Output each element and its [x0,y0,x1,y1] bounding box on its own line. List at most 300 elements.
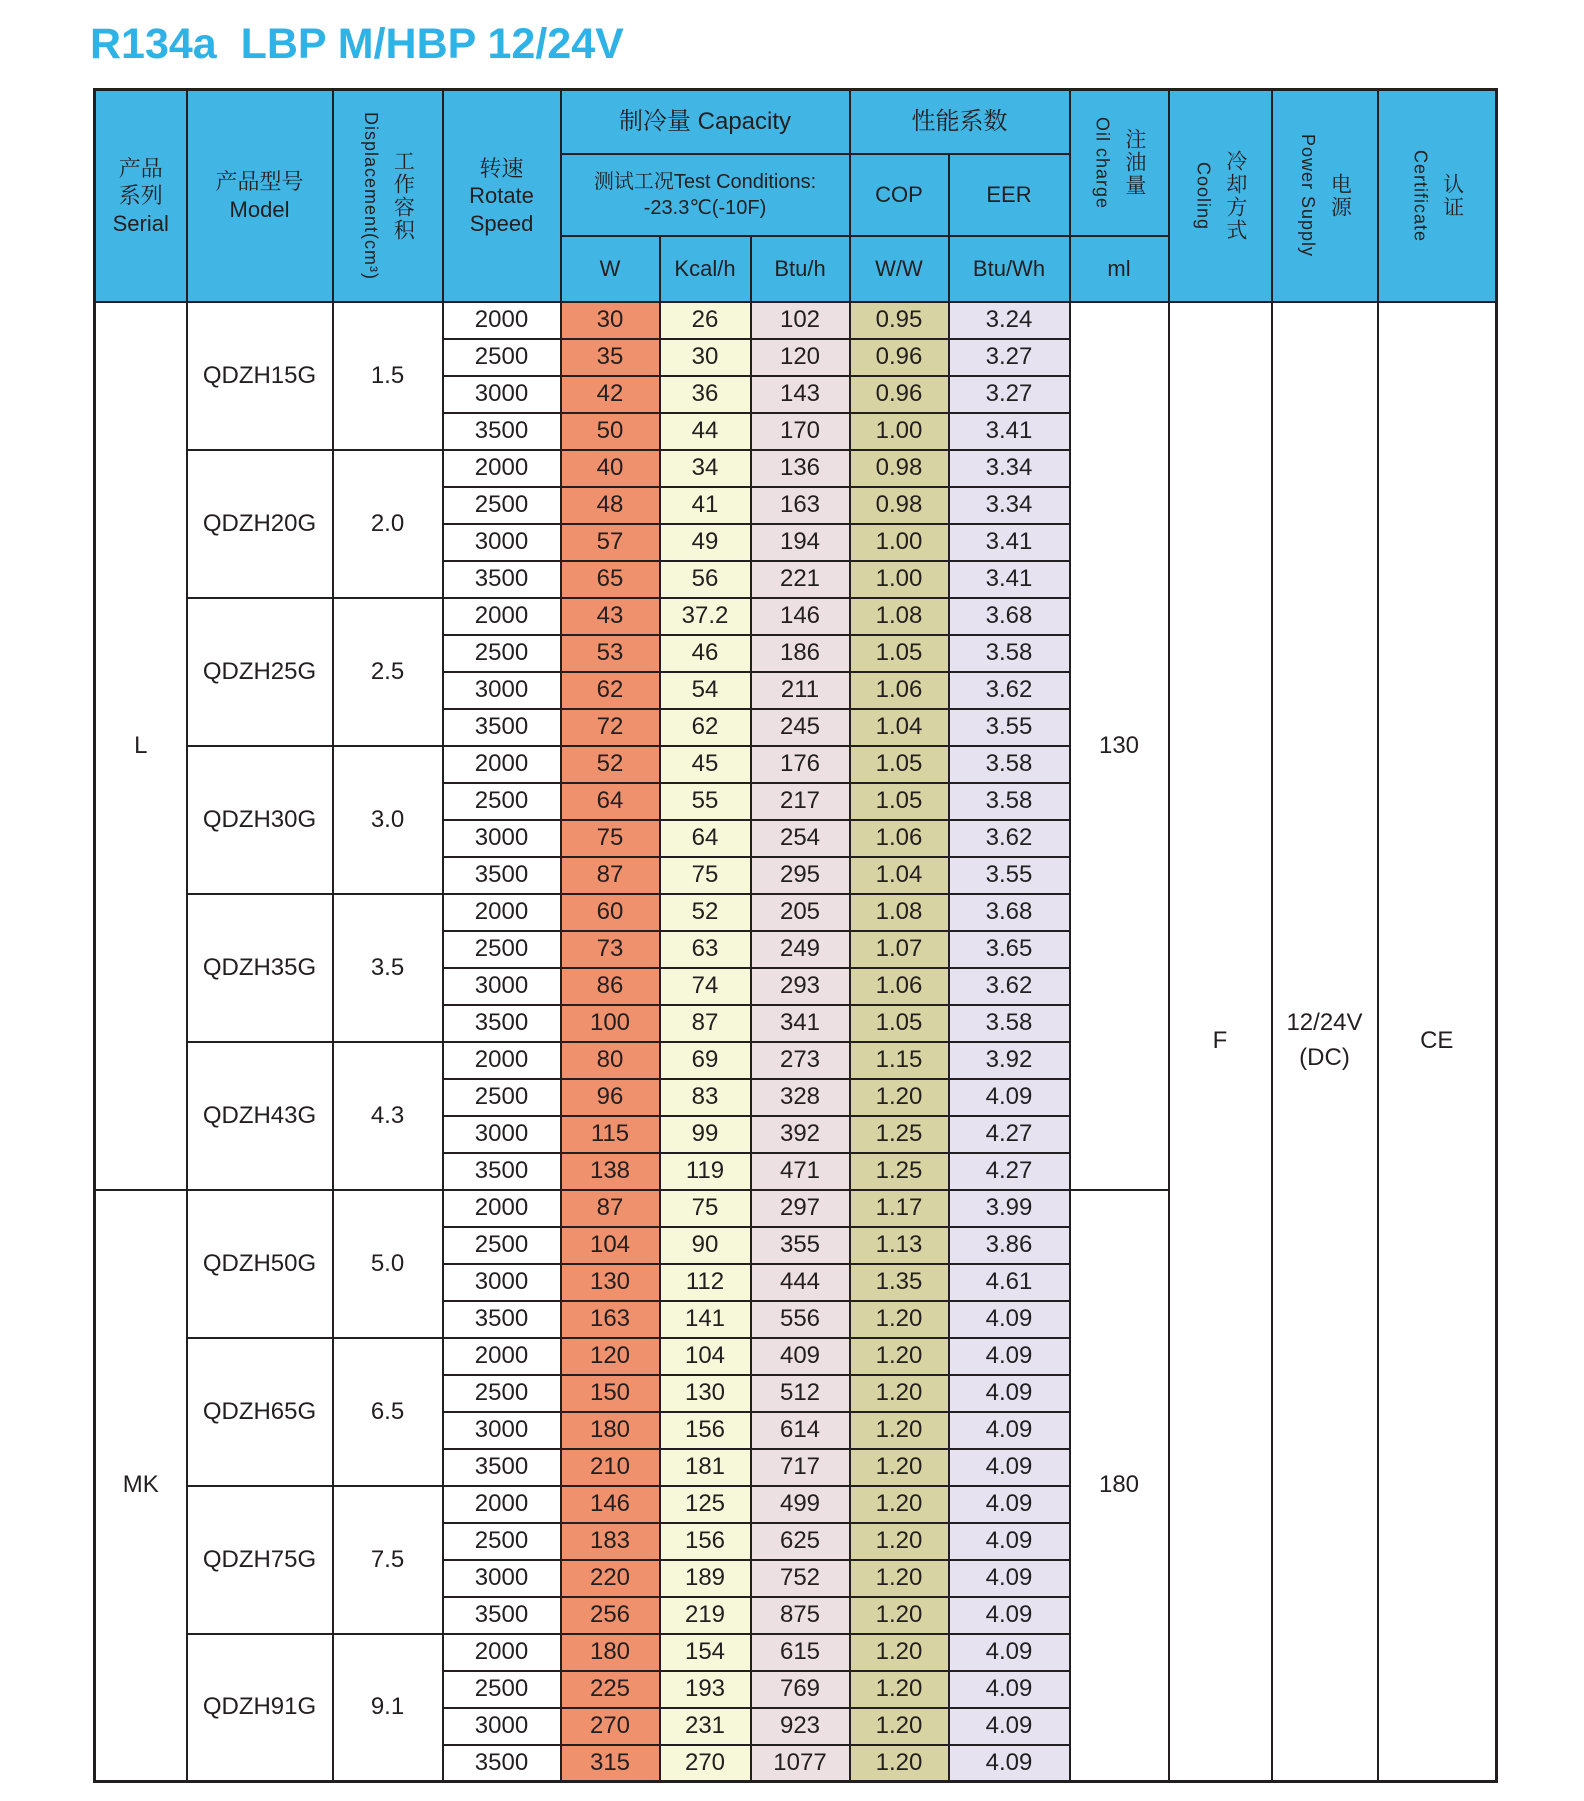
displacement-cell: 5.0 [333,1190,443,1338]
capacity-w-cell: 150 [561,1375,660,1412]
capacity-kcal-cell: 49 [660,524,751,561]
speed-cell: 2500 [443,783,561,820]
capacity-btu-cell: 120 [751,339,850,376]
capacity-kcal-cell: 34 [660,450,751,487]
capacity-btu-cell: 170 [751,413,850,450]
capacity-kcal-cell: 154 [660,1634,751,1671]
capacity-kcal-cell: 119 [660,1153,751,1190]
cop-cell: 1.04 [850,857,949,894]
capacity-btu-cell: 205 [751,894,850,931]
cop-cell: 1.20 [850,1708,949,1745]
speed-cell: 3000 [443,968,561,1005]
eer-cell: 3.68 [949,894,1070,931]
header-rotate-speed-zh: 转速 [479,155,524,181]
header-rotate-speed [443,90,561,302]
header-test-conditions-line2: -23.3℃(-10F) [643,196,767,219]
page-title: R134a LBP M/HBP 12/24V [90,20,624,68]
oil-charge-cell: 180 [1070,1190,1169,1782]
capacity-btu-cell: 444 [751,1264,850,1301]
cop-cell: 1.20 [850,1634,949,1671]
capacity-kcal-cell: 193 [660,1671,751,1708]
eer-cell: 4.27 [949,1153,1070,1190]
capacity-kcal-cell: 63 [660,931,751,968]
capacity-w-cell: 225 [561,1671,660,1708]
speed-cell: 2000 [443,1634,561,1671]
speed-cell: 2500 [443,1227,561,1264]
capacity-w-cell: 183 [561,1523,660,1560]
capacity-kcal-cell: 112 [660,1264,751,1301]
eer-cell: 3.24 [949,302,1070,339]
eer-cell: 3.41 [949,413,1070,450]
eer-cell: 4.09 [949,1486,1070,1523]
eer-cell: 3.27 [949,339,1070,376]
cop-cell: 1.05 [850,635,949,672]
cop-cell: 0.96 [850,339,949,376]
cop-cell: 1.06 [850,672,949,709]
spec-table-header [95,90,1497,302]
capacity-kcal-cell: 62 [660,709,751,746]
capacity-w-cell: 270 [561,1708,660,1745]
cop-cell: 1.17 [850,1190,949,1227]
spec-table [93,88,1498,1783]
speed-cell: 3000 [443,524,561,561]
eer-cell: 3.55 [949,857,1070,894]
power-supply-cell [1272,302,1378,1782]
speed-cell: 2000 [443,1338,561,1375]
header-displacement-en: Displacement(cm³) [361,111,382,280]
capacity-w-cell: 146 [561,1486,660,1523]
cop-cell: 0.96 [850,376,949,413]
cop-cell: 1.06 [850,968,949,1005]
capacity-kcal-cell: 74 [660,968,751,1005]
header-oil-charge-zh: 注油量 [1122,128,1146,198]
cop-cell: 1.00 [850,561,949,598]
capacity-btu-cell: 273 [751,1042,850,1079]
capacity-kcal-cell: 75 [660,1190,751,1227]
capacity-btu-cell: 143 [751,376,850,413]
header-performance-group: 性能系数 [850,90,1070,154]
capacity-btu-cell: 245 [751,709,850,746]
cop-cell: 1.20 [850,1745,949,1782]
cooling-cell: F [1169,302,1272,1782]
eer-cell: 4.09 [949,1412,1070,1449]
eer-cell: 4.09 [949,1560,1070,1597]
capacity-kcal-cell: 69 [660,1042,751,1079]
header-rotate-speed-en1: Rotate [469,183,534,208]
header-model [187,90,333,302]
header-power-supply-en: Power Supply [1298,134,1319,258]
speed-cell: 3000 [443,1560,561,1597]
cop-cell: 1.20 [850,1449,949,1486]
capacity-kcal-cell: 141 [660,1301,751,1338]
capacity-w-cell: 256 [561,1597,660,1634]
header-rotate-speed-en2: Speed [469,210,534,236]
header-unit-ml: ml [1070,236,1169,302]
header-unit-btuwh: Btu/Wh [949,236,1070,302]
capacity-btu-cell: 615 [751,1634,850,1671]
model-cell: QDZH91G [187,1634,333,1782]
power-supply-line1: 12/24V [1286,1009,1363,1037]
model-cell: QDZH50G [187,1190,333,1338]
capacity-kcal-cell: 130 [660,1375,751,1412]
capacity-btu-cell: 146 [751,598,850,635]
capacity-w-cell: 80 [561,1042,660,1079]
capacity-w-cell: 73 [561,931,660,968]
header-model-en: Model [229,196,290,222]
speed-cell: 3000 [443,1116,561,1153]
capacity-w-cell: 64 [561,783,660,820]
capacity-btu-cell: 392 [751,1116,850,1153]
model-cell: QDZH15G [187,302,333,450]
capacity-kcal-cell: 156 [660,1523,751,1560]
capacity-kcal-cell: 189 [660,1560,751,1597]
capacity-btu-cell: 875 [751,1597,850,1634]
capacity-kcal-cell: 56 [660,561,751,598]
header-test-conditions [561,154,850,236]
speed-cell: 2000 [443,1042,561,1079]
eer-cell: 3.41 [949,524,1070,561]
speed-cell: 2000 [443,894,561,931]
capacity-btu-cell: 625 [751,1523,850,1560]
capacity-btu-cell: 293 [751,968,850,1005]
eer-cell: 4.61 [949,1264,1070,1301]
capacity-kcal-cell: 270 [660,1745,751,1782]
speed-cell: 2500 [443,487,561,524]
speed-cell: 2000 [443,746,561,783]
capacity-kcal-cell: 54 [660,672,751,709]
displacement-cell: 3.0 [333,746,443,894]
capacity-btu-cell: 186 [751,635,850,672]
speed-cell: 2500 [443,1079,561,1116]
capacity-w-cell: 87 [561,857,660,894]
capacity-btu-cell: 102 [751,302,850,339]
cop-cell: 1.05 [850,1005,949,1042]
eer-cell: 3.62 [949,820,1070,857]
speed-cell: 3500 [443,709,561,746]
cop-cell: 0.95 [850,302,949,339]
capacity-w-cell: 87 [561,1190,660,1227]
eer-cell: 3.55 [949,709,1070,746]
capacity-kcal-cell: 41 [660,487,751,524]
cop-cell: 1.06 [850,820,949,857]
capacity-btu-cell: 471 [751,1153,850,1190]
displacement-cell: 1.5 [333,302,443,450]
header-cooling [1169,90,1272,302]
cop-cell: 1.13 [850,1227,949,1264]
speed-cell: 3500 [443,1301,561,1338]
capacity-w-cell: 315 [561,1745,660,1782]
eer-cell: 3.62 [949,968,1070,1005]
model-cell: QDZH43G [187,1042,333,1190]
eer-cell: 3.92 [949,1042,1070,1079]
capacity-btu-cell: 163 [751,487,850,524]
header-cop: COP [850,154,949,236]
speed-cell: 3500 [443,1153,561,1190]
eer-cell: 4.09 [949,1301,1070,1338]
header-serial-en: Serial [112,210,169,236]
speed-cell: 2000 [443,1190,561,1227]
capacity-btu-cell: 217 [751,783,850,820]
displacement-cell: 2.0 [333,450,443,598]
cop-cell: 1.20 [850,1412,949,1449]
eer-cell: 3.65 [949,931,1070,968]
capacity-w-cell: 100 [561,1005,660,1042]
header-capacity-group [561,90,850,154]
capacity-btu-cell: 499 [751,1486,850,1523]
capacity-btu-cell: 752 [751,1560,850,1597]
capacity-w-cell: 220 [561,1560,660,1597]
header-oil-charge-en: Oil charge [1092,116,1113,209]
eer-cell: 3.58 [949,1005,1070,1042]
speed-cell: 2500 [443,339,561,376]
cop-cell: 1.25 [850,1153,949,1190]
capacity-w-cell: 163 [561,1301,660,1338]
capacity-kcal-cell: 104 [660,1338,751,1375]
eer-cell: 3.62 [949,672,1070,709]
eer-cell: 3.27 [949,376,1070,413]
speed-cell: 2500 [443,1375,561,1412]
header-capacity-group-en: Capacity [697,107,792,135]
header-certificate-zh: 认证 [1440,172,1464,219]
power-supply-line2: (DC) [1299,1044,1350,1072]
header-unit-kcal: Kcal/h [660,236,751,302]
capacity-w-cell: 48 [561,487,660,524]
capacity-w-cell: 210 [561,1449,660,1486]
eer-cell: 4.09 [949,1597,1070,1634]
speed-cell: 2500 [443,1671,561,1708]
speed-cell: 2500 [443,635,561,672]
header-certificate [1378,90,1497,302]
capacity-kcal-cell: 87 [660,1005,751,1042]
model-cell: QDZH65G [187,1338,333,1486]
speed-cell: 2500 [443,1523,561,1560]
spec-row [95,302,1497,339]
cop-cell: 1.20 [850,1560,949,1597]
capacity-w-cell: 62 [561,672,660,709]
cop-cell: 1.15 [850,1042,949,1079]
capacity-kcal-cell: 125 [660,1486,751,1523]
header-unit-w: W [561,236,660,302]
capacity-w-cell: 30 [561,302,660,339]
capacity-w-cell: 53 [561,635,660,672]
displacement-cell: 4.3 [333,1042,443,1190]
cop-cell: 1.08 [850,894,949,931]
header-model-zh: 产品型号 [215,169,304,195]
header-unit-btu: Btu/h [751,236,850,302]
capacity-btu-cell: 409 [751,1338,850,1375]
capacity-w-cell: 115 [561,1116,660,1153]
cop-cell: 1.05 [850,783,949,820]
speed-cell: 3000 [443,1264,561,1301]
header-serial-zh2: 系列 [118,183,163,208]
capacity-btu-cell: 556 [751,1301,850,1338]
speed-cell: 3000 [443,376,561,413]
eer-cell: 3.41 [949,561,1070,598]
capacity-btu-cell: 295 [751,857,850,894]
eer-cell: 3.99 [949,1190,1070,1227]
capacity-w-cell: 104 [561,1227,660,1264]
capacity-btu-cell: 254 [751,820,850,857]
header-power-supply [1272,90,1378,302]
eer-cell: 4.09 [949,1671,1070,1708]
displacement-cell: 7.5 [333,1486,443,1634]
capacity-btu-cell: 512 [751,1375,850,1412]
eer-cell: 3.58 [949,783,1070,820]
cop-cell: 1.00 [850,413,949,450]
capacity-w-cell: 42 [561,376,660,413]
cop-cell: 1.20 [850,1301,949,1338]
model-cell: QDZH35G [187,894,333,1042]
capacity-w-cell: 50 [561,413,660,450]
cop-cell: 1.25 [850,1116,949,1153]
displacement-cell: 2.5 [333,598,443,746]
cop-cell: 1.20 [850,1597,949,1634]
eer-cell: 3.34 [949,450,1070,487]
capacity-btu-cell: 341 [751,1005,850,1042]
capacity-w-cell: 86 [561,968,660,1005]
capacity-btu-cell: 923 [751,1708,850,1745]
serial-cell: L [95,302,187,1190]
speed-cell: 3500 [443,1597,561,1634]
capacity-w-cell: 75 [561,820,660,857]
capacity-kcal-cell: 26 [660,302,751,339]
capacity-kcal-cell: 181 [660,1449,751,1486]
eer-cell: 4.09 [949,1708,1070,1745]
capacity-kcal-cell: 52 [660,894,751,931]
capacity-w-cell: 120 [561,1338,660,1375]
capacity-btu-cell: 297 [751,1190,850,1227]
eer-cell: 3.58 [949,635,1070,672]
capacity-kcal-cell: 90 [660,1227,751,1264]
capacity-btu-cell: 194 [751,524,850,561]
eer-cell: 4.09 [949,1634,1070,1671]
capacity-kcal-cell: 44 [660,413,751,450]
certificate-cell: CE [1378,302,1497,1782]
eer-cell: 4.09 [949,1523,1070,1560]
eer-cell: 4.09 [949,1338,1070,1375]
cop-cell: 1.20 [850,1486,949,1523]
header-displacement [333,90,443,302]
capacity-btu-cell: 328 [751,1079,850,1116]
capacity-w-cell: 52 [561,746,660,783]
speed-cell: 3000 [443,672,561,709]
eer-cell: 4.09 [949,1079,1070,1116]
displacement-cell: 6.5 [333,1338,443,1486]
eer-cell: 3.86 [949,1227,1070,1264]
eer-cell: 4.09 [949,1375,1070,1412]
speed-cell: 3500 [443,1005,561,1042]
serial-cell: MK [95,1190,187,1782]
capacity-w-cell: 60 [561,894,660,931]
capacity-w-cell: 65 [561,561,660,598]
cop-cell: 1.20 [850,1375,949,1412]
header-power-supply-zh: 电源 [1328,172,1352,219]
cop-cell: 1.35 [850,1264,949,1301]
capacity-btu-cell: 769 [751,1671,850,1708]
capacity-btu-cell: 176 [751,746,850,783]
header-serial [95,90,187,302]
speed-cell: 2000 [443,302,561,339]
displacement-cell: 9.1 [333,1634,443,1782]
capacity-btu-cell: 136 [751,450,850,487]
cop-cell: 1.04 [850,709,949,746]
speed-cell: 3500 [443,1449,561,1486]
cop-cell: 1.07 [850,931,949,968]
capacity-btu-cell: 1077 [751,1745,850,1782]
eer-cell: 4.09 [949,1745,1070,1782]
capacity-btu-cell: 221 [751,561,850,598]
speed-cell: 3500 [443,1745,561,1782]
capacity-kcal-cell: 55 [660,783,751,820]
header-eer: EER [949,154,1070,236]
header-test-conditions-line1: 测试工况Test Conditions: [593,170,817,193]
header-unit-ww: W/W [850,236,949,302]
capacity-btu-cell: 717 [751,1449,850,1486]
speed-cell: 3000 [443,1412,561,1449]
cop-cell: 1.20 [850,1338,949,1375]
capacity-kcal-cell: 30 [660,339,751,376]
capacity-btu-cell: 355 [751,1227,850,1264]
eer-cell: 4.09 [949,1449,1070,1486]
header-capacity-group-zh: 制冷量 [618,107,691,135]
capacity-kcal-cell: 45 [660,746,751,783]
capacity-kcal-cell: 99 [660,1116,751,1153]
capacity-kcal-cell: 37.2 [660,598,751,635]
speed-cell: 2000 [443,450,561,487]
model-cell: QDZH75G [187,1486,333,1634]
eer-cell: 4.27 [949,1116,1070,1153]
capacity-kcal-cell: 219 [660,1597,751,1634]
header-serial-zh1: 产品 [118,155,163,181]
capacity-kcal-cell: 83 [660,1079,751,1116]
capacity-kcal-cell: 36 [660,376,751,413]
eer-cell: 3.34 [949,487,1070,524]
eer-cell: 3.68 [949,598,1070,635]
model-cell: QDZH20G [187,450,333,598]
cop-cell: 1.20 [850,1079,949,1116]
capacity-w-cell: 57 [561,524,660,561]
model-cell: QDZH25G [187,598,333,746]
speed-cell: 3500 [443,413,561,450]
eer-cell: 3.58 [949,746,1070,783]
header-oil-charge [1070,90,1169,236]
capacity-w-cell: 180 [561,1412,660,1449]
cop-cell: 0.98 [850,487,949,524]
header-cooling-en: Cooling [1193,161,1214,230]
capacity-btu-cell: 249 [751,931,850,968]
capacity-kcal-cell: 156 [660,1412,751,1449]
capacity-kcal-cell: 75 [660,857,751,894]
header-displacement-zh: 工作容积 [391,149,415,242]
capacity-w-cell: 35 [561,339,660,376]
capacity-w-cell: 180 [561,1634,660,1671]
cop-cell: 0.98 [850,450,949,487]
cop-cell: 1.20 [850,1523,949,1560]
cop-cell: 1.05 [850,746,949,783]
capacity-btu-cell: 614 [751,1412,850,1449]
header-cooling-zh: 冷却方式 [1223,149,1247,242]
speed-cell: 3500 [443,857,561,894]
capacity-w-cell: 130 [561,1264,660,1301]
displacement-cell: 3.5 [333,894,443,1042]
capacity-w-cell: 43 [561,598,660,635]
capacity-w-cell: 72 [561,709,660,746]
capacity-kcal-cell: 231 [660,1708,751,1745]
cop-cell: 1.08 [850,598,949,635]
speed-cell: 3500 [443,561,561,598]
speed-cell: 2000 [443,598,561,635]
capacity-w-cell: 40 [561,450,660,487]
